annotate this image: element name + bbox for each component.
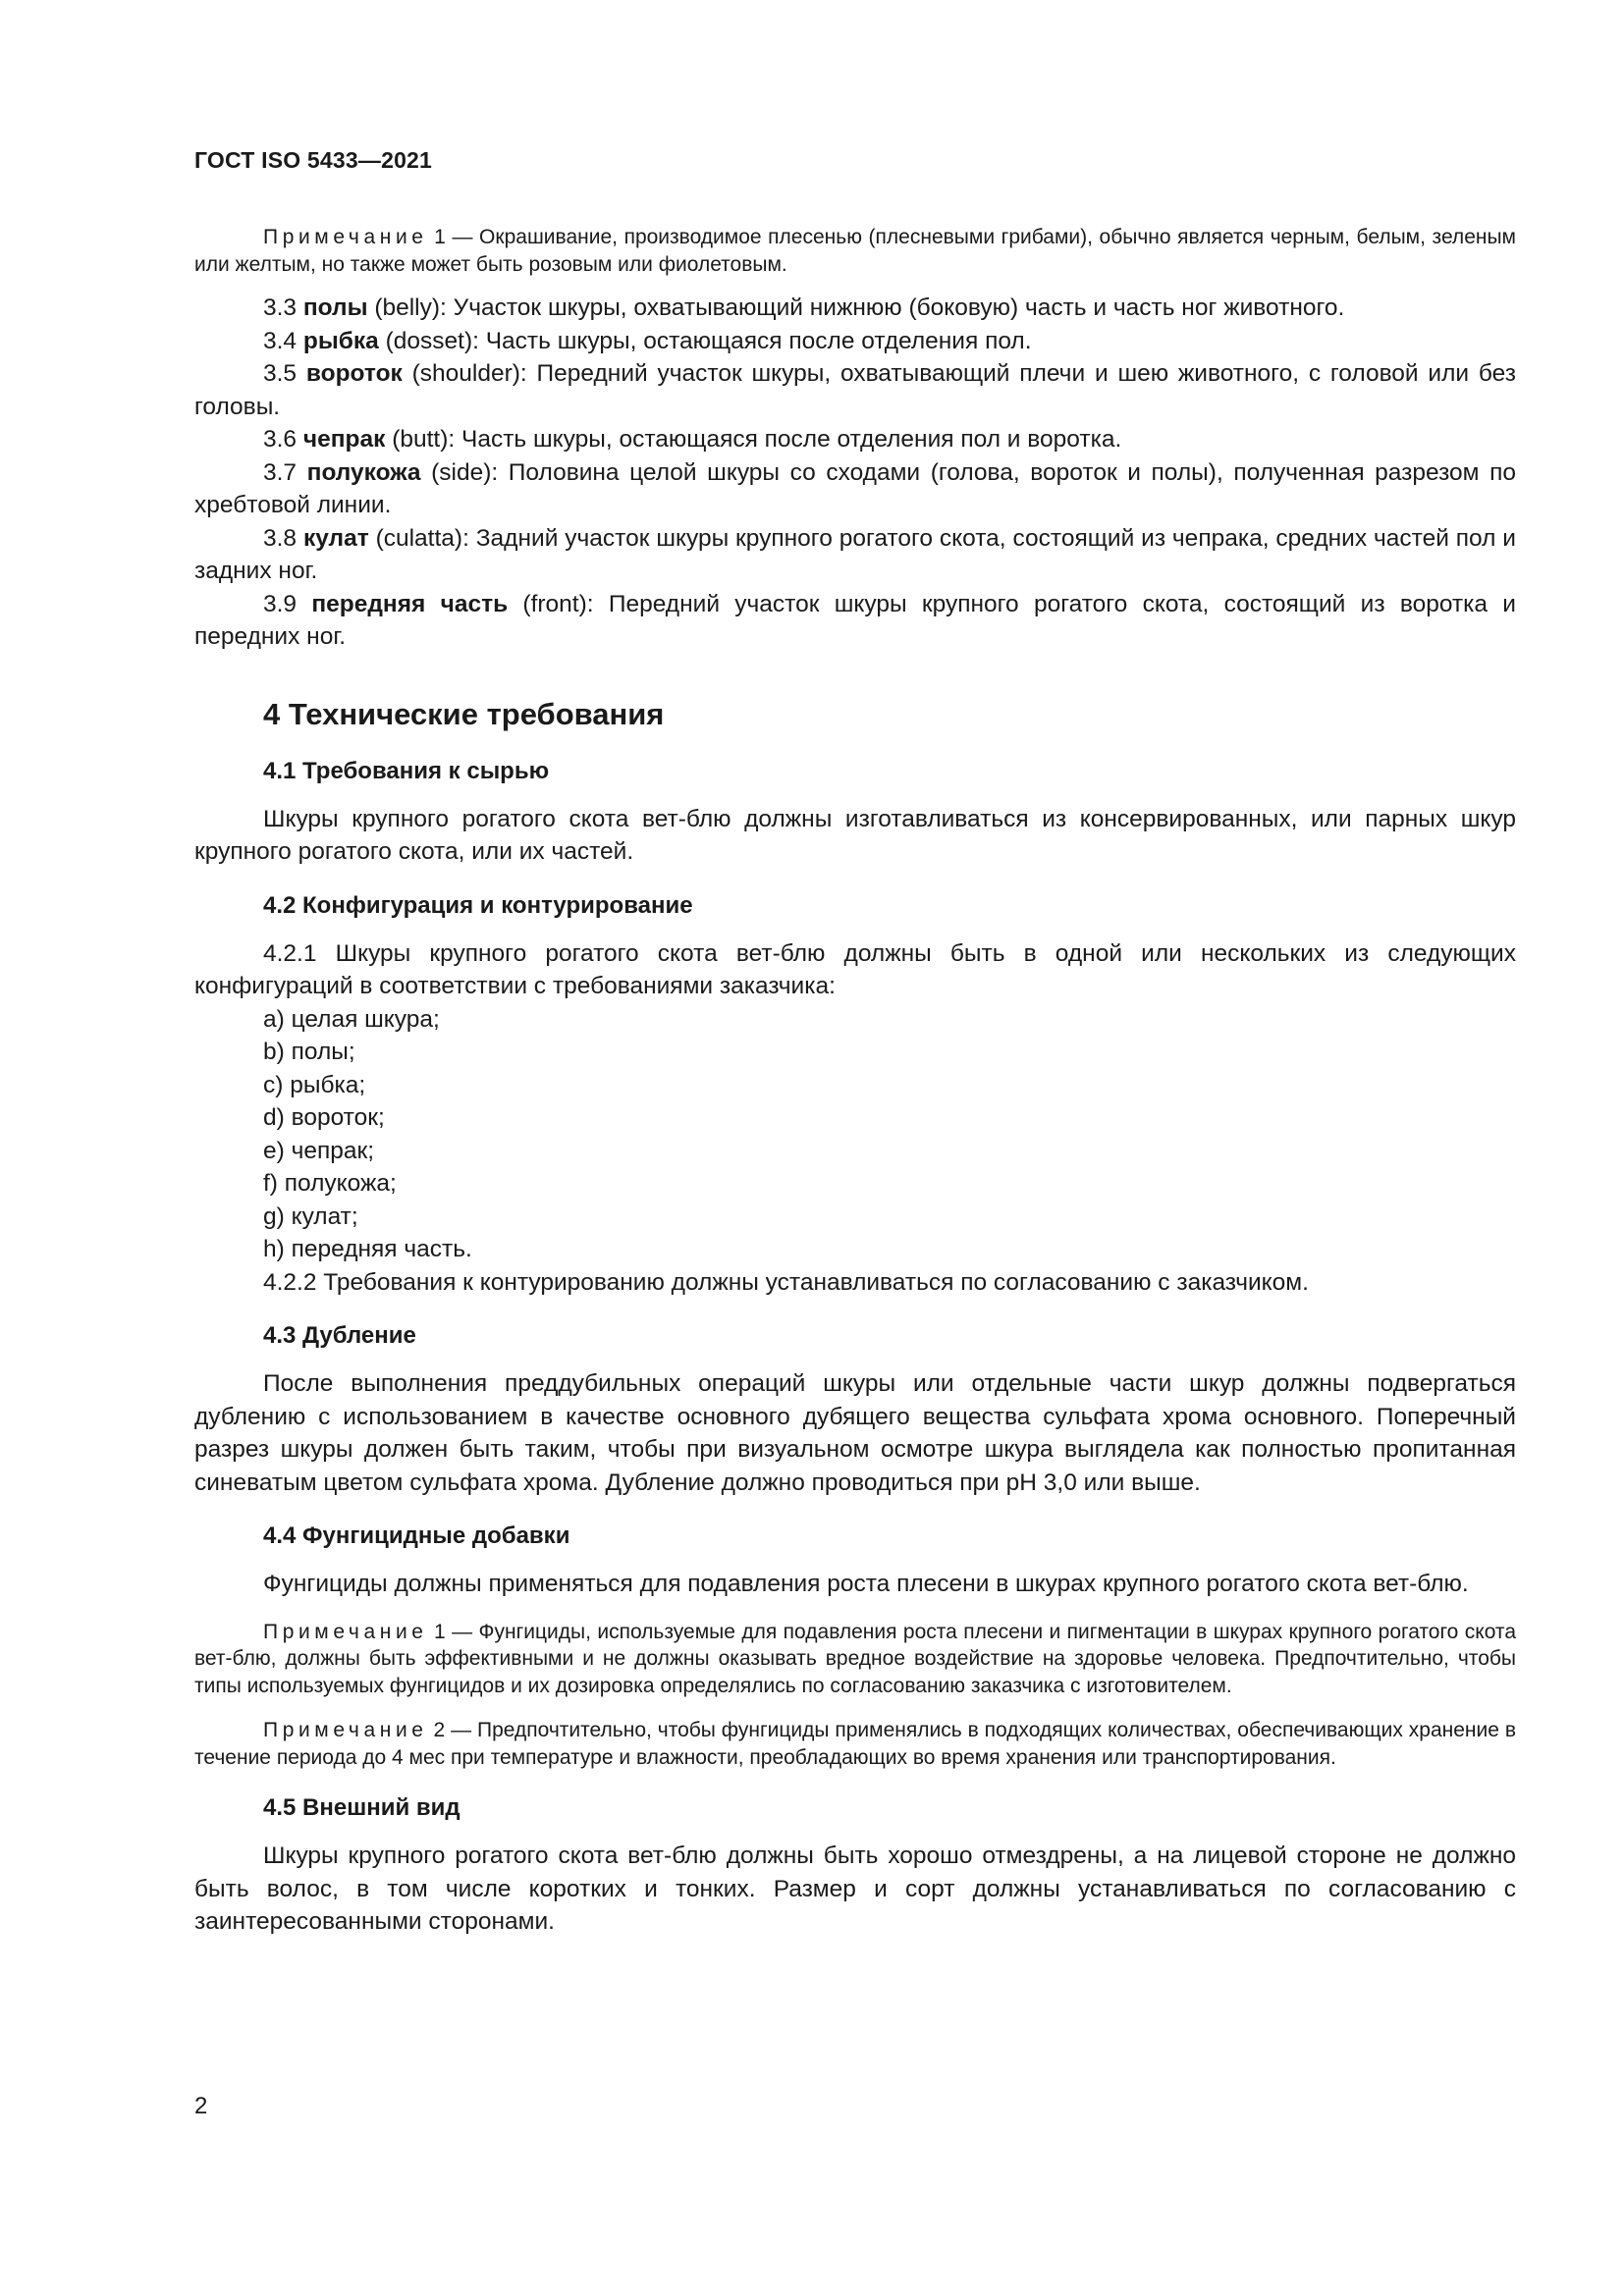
definition-3-3	[194, 292, 1516, 325]
clause-4-2-1: 4.2.1 Шкуры крупного рогатого скота вет-блю должны быть в одной или нескольких из следующих конфигураций в соответствии с требованиями заказчика:	[194, 939, 1516, 999]
note-label: Примечание	[263, 1620, 428, 1643]
definition-text: (shoulder): Передний участок шкуры, охватывающий плечи и шею животного, с головой или без головы.	[194, 360, 1516, 420]
note-label: Примечание	[263, 1719, 428, 1741]
subsection-4-1-title: 4.1 Требования к сырью	[263, 757, 550, 784]
document-page	[194, 0, 1516, 2296]
definition-number: 3.4	[263, 327, 303, 354]
definition-3-9	[194, 588, 1516, 654]
definition-number: 3.8	[263, 524, 303, 552]
definition-3-6	[194, 423, 1516, 456]
page-content	[194, 224, 1516, 1939]
note-4-4-2	[194, 1717, 1516, 1771]
list-item: h) передняя часть.	[263, 1236, 472, 1262]
clause-4-2-2: 4.2.2 Требования к контурированию должны устанавливаться по согласованию с заказчиком.	[263, 1268, 1309, 1296]
note-text: 1 — Окрашивание, производимое плесенью (плесневыми грибами), обычно является черным, белым, зеленым или желтым, но также может быть розовым или фиолетовым.	[194, 226, 1516, 276]
subsection-4-2-title: 4.2 Конфигурация и контурирование	[263, 891, 693, 919]
definition-term: полукожа	[306, 458, 421, 486]
definition-term: чепрак	[302, 426, 386, 453]
note-text: 1 — Фунгициды, используемые для подавления роста плесени и пигментации в шкурах крупного рогатого скота вет-блю, должны быть эффективными и не должны оказывать вредное воздействие на здоровье человека. Предпочтительно, чтобы типы используемых фунгицидов и их дозировка определялись по согласованию заказчика с изготовителем.	[194, 1620, 1516, 1697]
subsection-4-1-text: Шкуры крупного рогатого скота вет-блю должны изготавливаться из консервированных, или парных шкур крупного рогатого скота, или их частей.	[194, 805, 1516, 865]
list-item: b) полы;	[263, 1039, 355, 1065]
definition-3-8	[194, 522, 1516, 588]
note-top	[194, 224, 1516, 278]
definition-text: (culatta): Задний участок шкуры крупного рогатого скота, состоящий из чепрака, средних частей пол и задних ног.	[194, 524, 1516, 584]
definition-number: 3.6	[263, 426, 303, 453]
definition-3-7	[194, 456, 1516, 522]
note-4-4-1	[194, 1619, 1516, 1700]
definition-number: 3.9	[263, 590, 312, 617]
subsection-4-4-text: Фунгициды должны применяться для подавления роста плесени в шкурах крупного рогатого скота вет-блю.	[263, 1571, 1469, 1597]
definition-3-5	[194, 357, 1516, 423]
definition-term: вороток	[305, 360, 403, 387]
definition-text: (front): Передний участок шкуры крупного рогатого скота, состоящий из воротка и передних ног.	[194, 590, 1516, 650]
note-text: 2 — Предпочтительно, чтобы фунгициды применялись в подходящих количествах, обеспечивающих хранение в течение периода до 4 мес при температуре и влажности, преобладающих во время хранения или транспортирования.	[194, 1719, 1516, 1769]
definition-term: передняя часть	[311, 590, 509, 617]
section-4-title: 4 Технические требования	[263, 696, 665, 731]
definition-text: (side): Половина целой шкуры со сходами (голова, вороток и полы), полученная разрезом по хребтовой линии.	[194, 458, 1517, 518]
definition-term: кулат	[302, 524, 369, 552]
list-item: g) кулат;	[263, 1202, 358, 1230]
subsection-4-3-text: После выполнения преддубильных операций шкуры или отдельные части шкур должны подвергаться дублению с использованием в качестве основного дубящего вещества сульфата хрома основного. Поперечный разрез шкуры должен быть таким, чтобы при визуальном осмотре шкура выглядела как полностью пропитанная синеватым цветом сульфата хрома. Дубление должно проводиться при pH 3,0 или выше.	[194, 1370, 1516, 1496]
list-item: e) чепрак;	[263, 1137, 375, 1164]
note-label: Примечание	[263, 226, 428, 248]
definition-number: 3.3	[263, 294, 303, 321]
definition-3-4	[194, 325, 1516, 358]
list-item: d) вороток;	[263, 1104, 385, 1131]
definition-text: (butt): Часть шкуры, остающаяся после отделения пол и воротка.	[385, 426, 1122, 453]
definition-text: (belly): Участок шкуры, охватывающий нижнюю (боковую) часть и часть ног животного.	[367, 294, 1345, 321]
list-item: f) полукожа;	[263, 1170, 397, 1197]
definition-term: рыбка	[302, 327, 379, 354]
subsection-4-5-text: Шкуры крупного рогатого скота вет-блю должны быть хорошо отмездрены, а на лицевой стороне не должно быть волос, в том числе коротких и тонких. Размер и сорт должны устанавливаться по согласованию с заинтересованными сторонами.	[194, 1842, 1516, 1935]
definition-text: (dosset): Часть шкуры, остающаяся после отделения пол.	[378, 327, 1032, 354]
list-item: c) рыбка;	[263, 1071, 366, 1098]
list-item: a) целая шкура;	[263, 1005, 440, 1033]
subsection-4-5-title: 4.5 Внешний вид	[263, 1794, 460, 1821]
definition-number: 3.7	[263, 458, 307, 486]
document-code-header: ГОСТ ISO 5433—2021	[194, 147, 433, 173]
definition-number: 3.5	[263, 360, 306, 387]
subsection-4-4-title: 4.4 Фунгицидные добавки	[263, 1522, 570, 1549]
page-number: 2	[194, 2093, 208, 2119]
definition-term: полы	[302, 294, 368, 321]
subsection-4-3-title: 4.3 Дубление	[263, 1322, 416, 1349]
